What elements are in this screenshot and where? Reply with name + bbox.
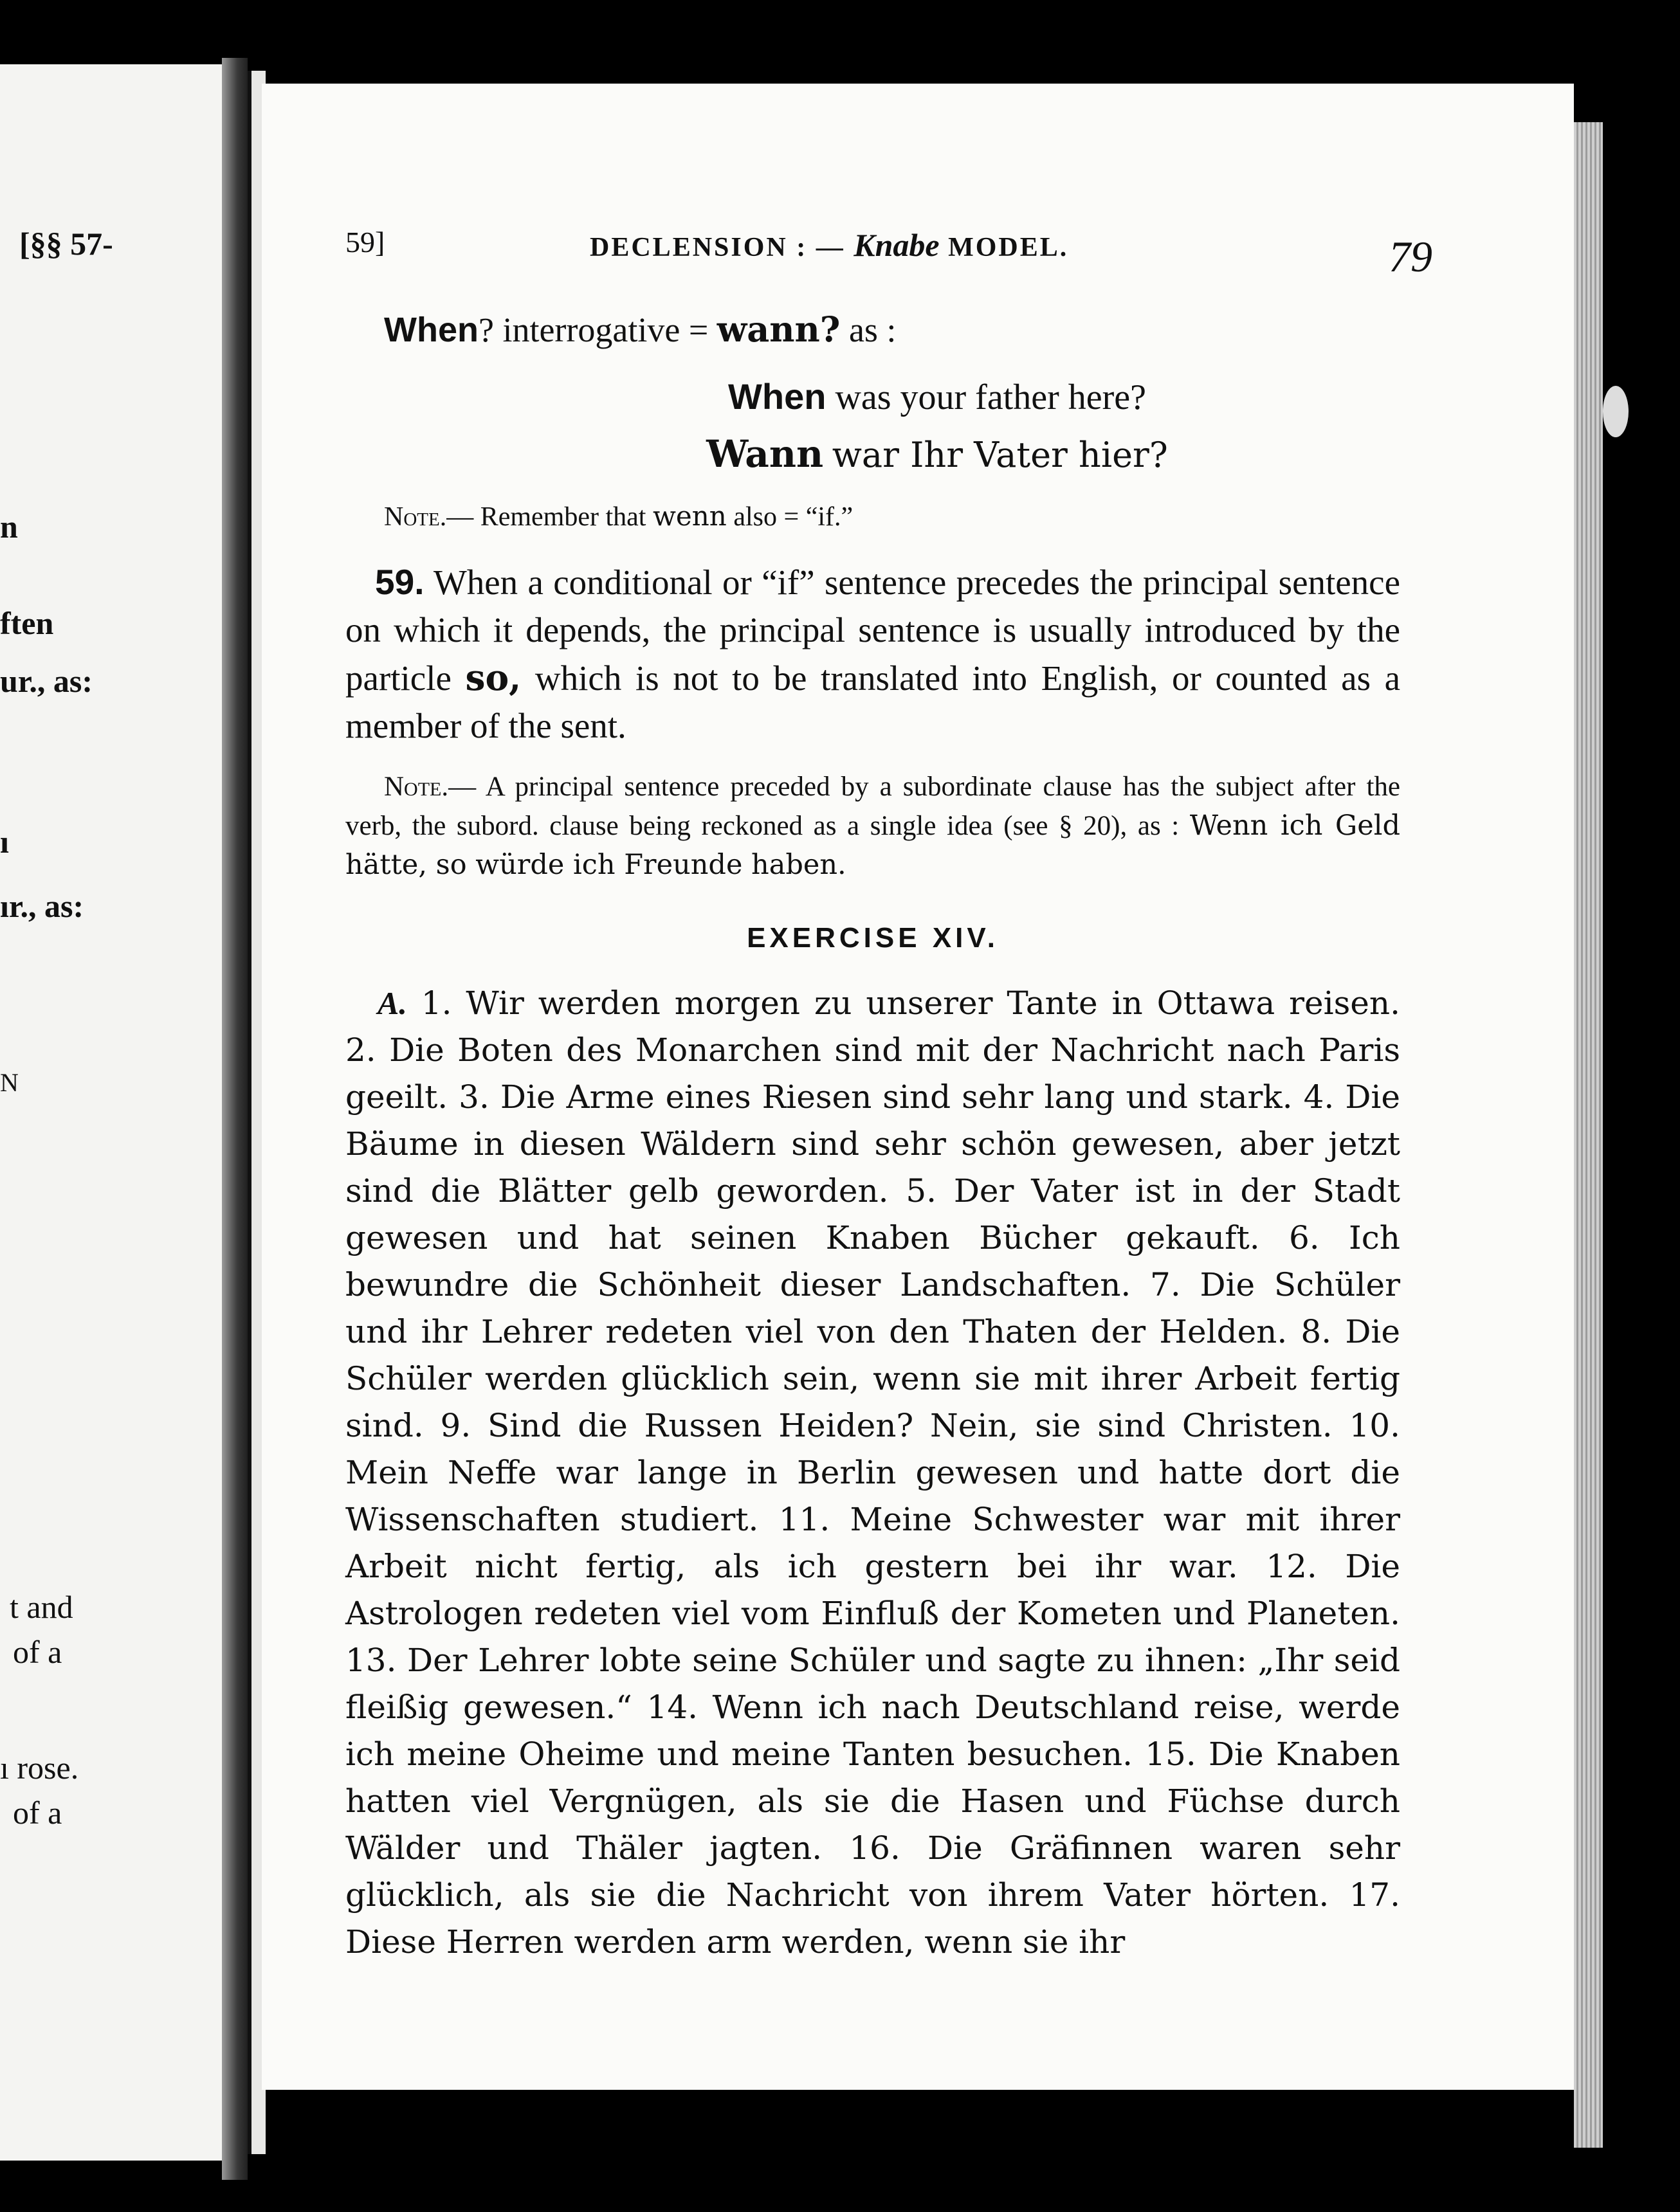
- book-page: [262, 84, 1574, 2090]
- running-title: DECLENSION : — Knabe MODEL.: [590, 227, 1069, 263]
- paper-speck: [1603, 386, 1629, 437]
- example-english: When was your father here?: [728, 376, 1146, 417]
- example-german: Wann war Ihr Vater hier?: [706, 432, 1168, 476]
- facing-page-fragment: [0, 64, 222, 2161]
- page-number: 79: [1389, 232, 1432, 281]
- exercise-text: A. 1. Wir werden morgen zu unserer Tante in Ottawa reisen. 2. Die Boten des Monarchen sind mit der Nachricht nach Paris geeilt. 3. Die Arme eines Riesen sind sehr lang und stark. 4. Die Bäume in diesen Wäldern sind sehr schön gewesen, aber jetzt sind die Blätter gelb geworden. 5. Der Vater ist in der Stadt gewesen und hat seinen Knaben Bücher gekauft. 6. Ich bewundre die Schönheit dieser Landschaften. 7. Die Schüler und ihr Lehrer redeten viel von den Thaten der Helden. 8. Die Schüler werden glücklich sein, wenn sie mit ihrer Arbeit fertig sind. 9. Sind die Russen Heiden? Nein, sie sind Christen. 10. Mein Neffe war lange in Berlin gewesen und hatte dort die Wissenschaften studiert. 11. Meine Schwester war mit ihrer Arbeit nicht fertig, als ich gestern bei ihr war. 12. Die Astrologen redeten viel vom Einfluß der Kometen und Planeten. 13. Der Lehrer lobte seine Schüler und sagte zu ihnen: „Ihr seid fleißig gewesen.“ 14. Wenn ich nach Deutschland reise, werde ich meine Oheime und meine Tanten besuchen. 15. Die Knaben hatten viel Vergnügen, als sie die Hasen und Füchse durch Wälder und Thäler jagten. 16. Die Gräfinnen waren sehr glücklich, als sie die Nachricht von ihrem Vater hörten. 17. Diese Herren werden arm werden, wenn sie ihr: [345, 984, 1400, 1961]
- when-rule: When? interrogative = wann? as :: [384, 309, 897, 350]
- exercise-part-label: A.: [378, 985, 407, 1021]
- left-fragment: of a: [13, 1634, 62, 1670]
- book-gutter: [222, 58, 248, 2180]
- note: Note.— Remember that wenn also = “if.”: [384, 500, 854, 532]
- exercise-heading: EXERCISE XIV.: [747, 922, 999, 954]
- left-fragment: N: [0, 1068, 19, 1097]
- left-fragment: ur., as:: [0, 663, 93, 699]
- left-fragment: of a: [13, 1795, 62, 1831]
- running-head: [345, 212, 1432, 281]
- left-fragment: t and: [10, 1589, 73, 1625]
- note: Note.— A principal sentence preceded by a subordinate clause has the subject after the verb, the subord. clause being reckoned as a single idea (see § 20), as : Wenn ich Geld hätte, so würde ich Freunde haben.: [345, 772, 1401, 881]
- left-fragment: n: [0, 509, 18, 545]
- paragraph-59: 59. When a conditional or “if” sentence precedes the principal sentence on which it depends, the principal sentence is usually introduced by the particle so, which is not to be translated into English, or counted as a member of the sent.: [345, 562, 1401, 745]
- paragraph-number: 59.: [375, 562, 425, 602]
- page-edges: [1574, 122, 1603, 2148]
- left-fragment: ır., as:: [0, 888, 84, 924]
- left-fragment: ı rose.: [0, 1750, 79, 1786]
- left-fragment: [§§ 57-: [19, 226, 113, 262]
- section-ref: 59]: [345, 226, 385, 258]
- left-fragment: ı: [0, 824, 9, 860]
- fraktur-word: Knabe: [854, 227, 940, 263]
- left-fragment: ften: [0, 605, 54, 641]
- page-content: [345, 212, 1432, 1966]
